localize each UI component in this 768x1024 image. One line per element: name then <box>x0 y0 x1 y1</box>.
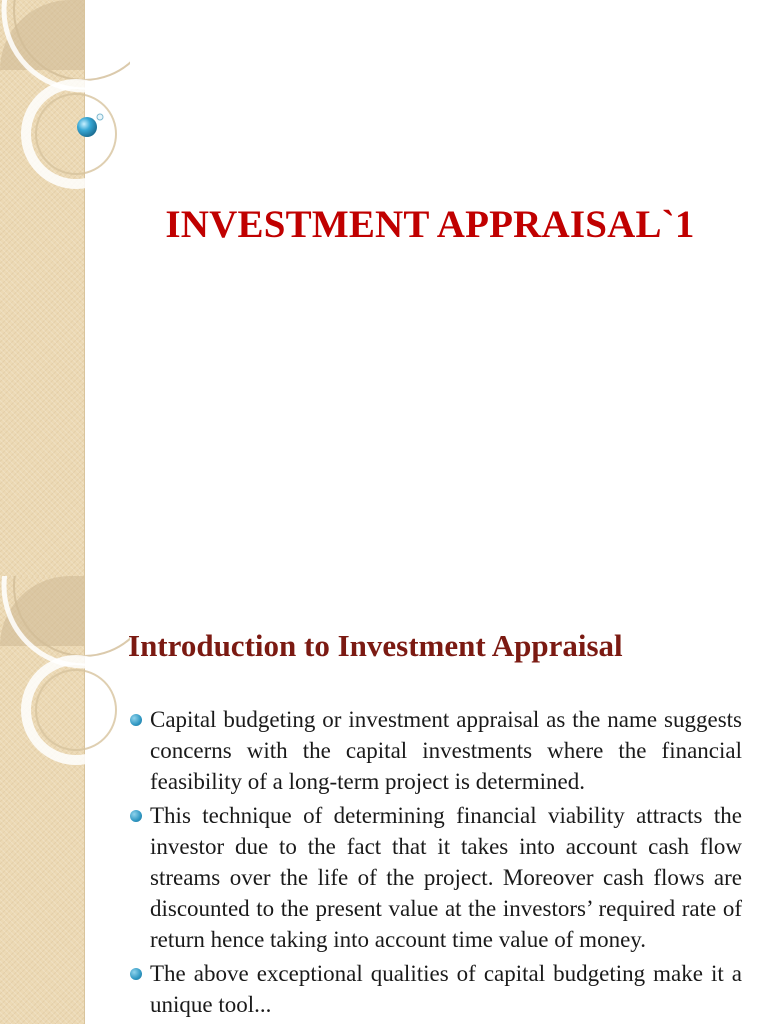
section-heading: Introduction to Investment Appraisal <box>128 628 623 663</box>
bullet-text: The above exceptional qualities of capital budgeting make it a unique tool... <box>150 961 742 1017</box>
bullet-item <box>128 800 742 955</box>
bullet-dot-icon <box>130 810 142 822</box>
slide-title: INVESTMENT APPRAISAL`1 <box>165 203 695 246</box>
bullet-text: Capital budgeting or investment appraisal as the name suggests concerns with the capital investments where the financial feasibility of a long-term project is determined. <box>150 707 742 794</box>
bullet-text: This technique of determining financial viability attracts the investor due to the fact that it takes into account cash flow streams over the life of the project. Moreover cash flows are discounted to the present value at the investors’ required rate of return hence taking into account time value of money. <box>150 803 742 952</box>
decorative-rings <box>0 576 130 776</box>
blue-orb-icon <box>0 0 130 160</box>
bullet-item <box>128 704 742 797</box>
bullet-dot-icon <box>130 968 142 980</box>
bullet-item <box>128 958 742 1020</box>
bullet-dot-icon <box>130 714 142 726</box>
bullet-list <box>128 704 742 1023</box>
